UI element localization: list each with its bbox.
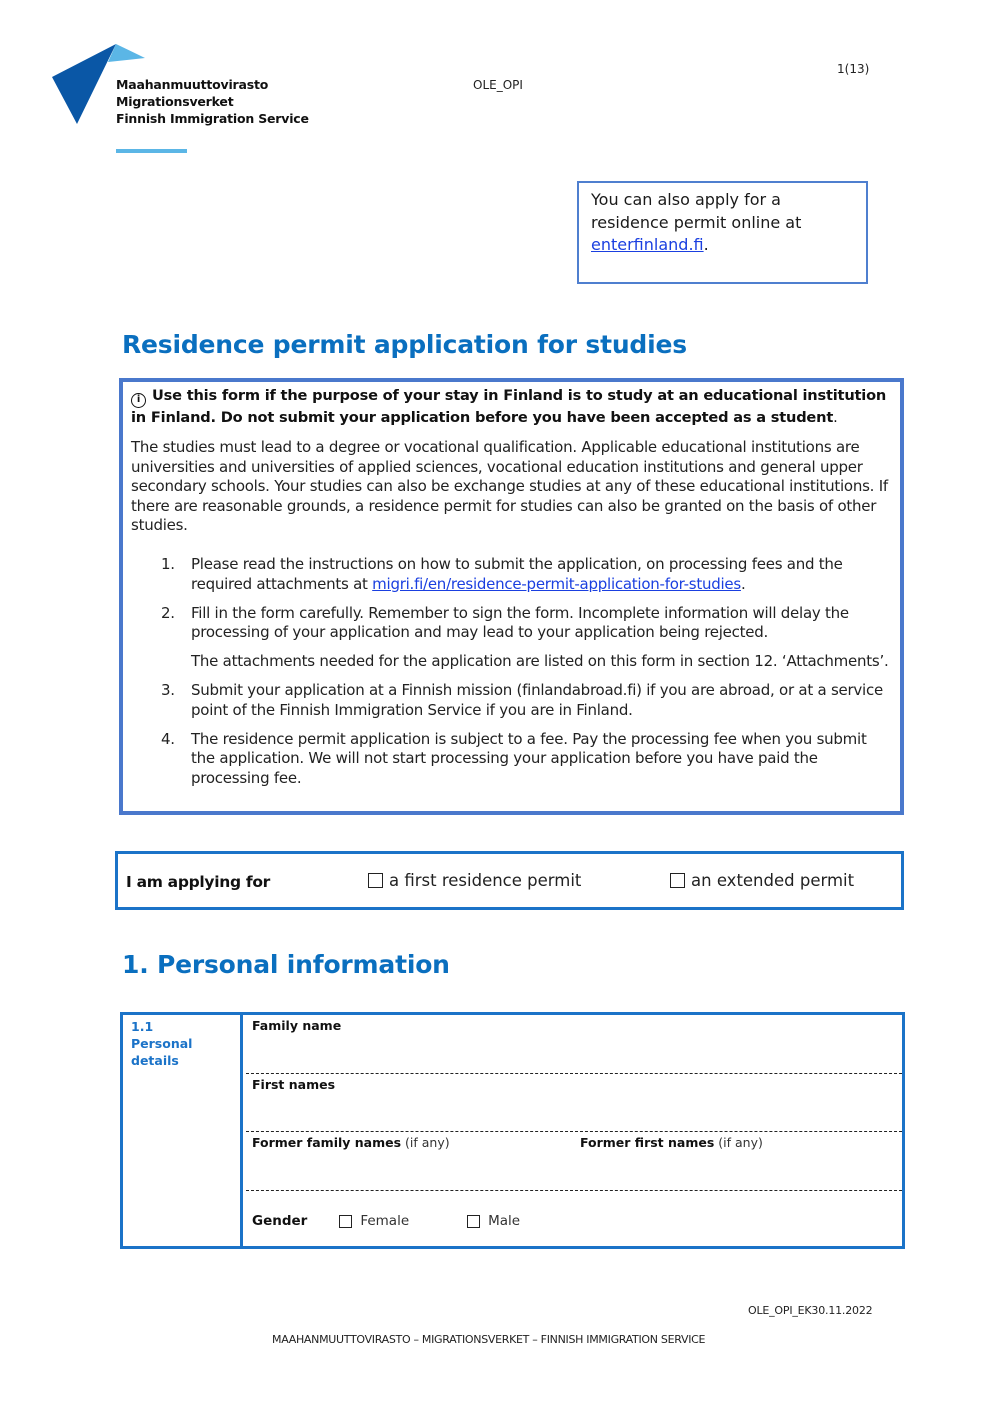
step-subtext: The attachments needed for the application are listed on this form in section 12. ‘Attachments’. (191, 651, 889, 670)
subsection-label-line: Personal (131, 1036, 193, 1051)
logo-line-swedish: Migrationsverket (116, 94, 234, 109)
logo-line-finnish: Maahanmuuttovirasto (116, 77, 269, 92)
instructions-box (119, 378, 904, 815)
former-family-names-note: (if any) (405, 1135, 450, 1150)
applying-for-box (115, 851, 904, 910)
step-number: 3. (161, 680, 175, 699)
applying-for-label: I am applying for (126, 873, 271, 891)
page-number: 1(13) (837, 62, 870, 76)
former-family-names-field[interactable] (252, 1135, 450, 1150)
footer-organization: MAAHANMUUTTOVIRASTO – MIGRATIONSVERKET – FINNISH IMMIGRATION SERVICE (272, 1333, 706, 1346)
gender-row (246, 1191, 902, 1249)
gender-label: Gender (252, 1213, 308, 1229)
step-text: The residence permit application is subject to a fee. Pay the processing fee when you submit the application. We will not start processing your application before you have paid the processing fee. (191, 729, 867, 787)
family-name-label: Family name (252, 1018, 342, 1033)
migri-instructions-link[interactable]: migri.fi/en/residence-permit-application-for-studies (372, 574, 741, 593)
step-text-end: . (740, 574, 746, 593)
option-label: a first residence permit (389, 871, 582, 890)
option-label: an extended permit (691, 871, 855, 890)
former-first-names-note: (if any) (718, 1135, 763, 1150)
subsection-label (123, 1015, 243, 1246)
option-label: Female (360, 1213, 410, 1229)
gender-female-option[interactable] (339, 1213, 409, 1229)
male-checkbox[interactable] (467, 1215, 480, 1228)
form-version-code: OLE_OPI_EK30.11.2022 (748, 1304, 873, 1317)
logo-underline-bar (116, 149, 187, 153)
first-names-field[interactable] (246, 1074, 902, 1132)
first-residence-permit-checkbox[interactable] (368, 873, 383, 888)
step-text: Fill in the form carefully. Remember to sign the form. Incomplete information will delay the processing of your application and may lead to your application being rejected. (191, 603, 849, 642)
logo (52, 44, 312, 134)
first-names-label: First names (252, 1077, 336, 1092)
notice-text: You can also apply for a residence permit online at (591, 190, 802, 232)
gender-male-option[interactable] (467, 1213, 520, 1229)
option-label: Male (488, 1213, 521, 1229)
first-residence-permit-option[interactable] (368, 871, 581, 890)
instructions-steps (131, 555, 890, 788)
lead-end: . (833, 409, 838, 426)
step-item (131, 604, 890, 672)
step-number: 2. (161, 603, 175, 622)
family-name-field[interactable] (246, 1015, 902, 1074)
former-names-row (246, 1132, 902, 1191)
extended-permit-option[interactable] (670, 871, 854, 890)
lead-bold-text: Use this form if the purpose of your stay in Finland is to study at an educational institution in Finland. Do not submit your application before you have been accepted as a student (131, 387, 887, 426)
former-first-names-label: Former first names (580, 1135, 715, 1150)
enterfinland-link[interactable]: enterfinland.fi (591, 235, 704, 254)
step-item (131, 730, 890, 789)
logo-text (116, 76, 309, 127)
step-item (131, 555, 890, 594)
info-circle-icon: i (131, 393, 146, 408)
section-title-personal-information: 1. Personal information (122, 950, 450, 979)
page-title: Residence permit application for studies (122, 330, 687, 359)
instructions-lead (131, 386, 890, 428)
gender-field (252, 1213, 520, 1229)
subsection-label-line: details (131, 1053, 179, 1068)
personal-details-table (120, 1012, 905, 1249)
step-text: Please read the instructions on how to submit the application, on processing fees and the required attachments at (191, 554, 843, 593)
extended-permit-checkbox[interactable] (670, 873, 685, 888)
former-family-names-label: Former family names (252, 1135, 402, 1150)
notice-text-end: . (703, 235, 709, 254)
instructions-paragraph: The studies must lead to a degree or vocational qualification. Applicable educational institutions are universities and universities of applied sciences, vocational education institutions and general upper secondary schools. Your studies can also be exchange studies at any of these educational institutions. If there are reasonable grounds, a residence permit for studies can also be granted on the basis of other studies. (131, 438, 888, 535)
step-number: 4. (161, 729, 175, 748)
former-first-names-field[interactable] (580, 1135, 763, 1151)
step-item (131, 681, 890, 720)
subsection-number: 1.1 (131, 1019, 154, 1034)
step-number: 1. (161, 554, 175, 573)
step-text: Submit your application at a Finnish mission (finlandabroad.fi) if you are abroad, or at a service point of the Finnish Immigration Service if you are in Finland. (191, 680, 883, 719)
female-checkbox[interactable] (339, 1215, 352, 1228)
document-code: OLE_OPI (473, 78, 523, 92)
logo-line-english: Finnish Immigration Service (116, 111, 309, 126)
online-application-notice (577, 181, 868, 284)
